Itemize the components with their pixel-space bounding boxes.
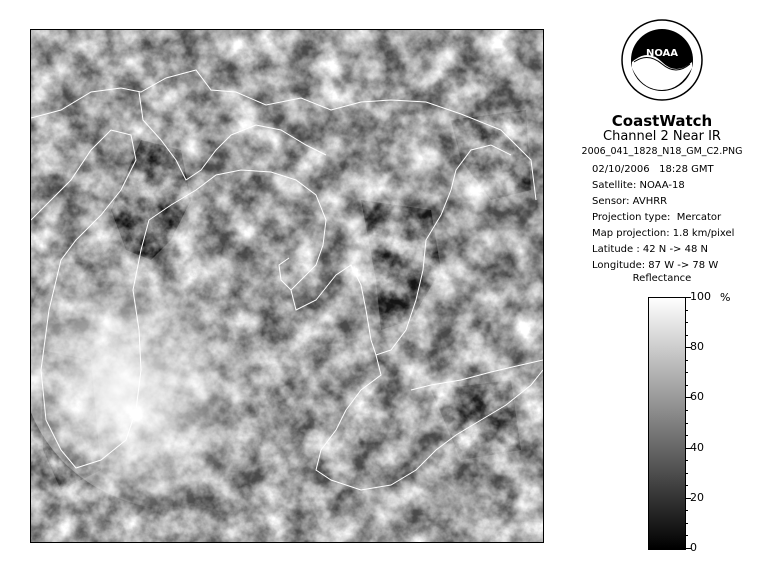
colorbar-tick-label: 20 [690, 491, 704, 504]
colorbar-minor-tick [685, 310, 688, 311]
colorbar-minor-tick [685, 322, 688, 323]
satellite-label: Satellite: NOAA-18 [592, 180, 685, 191]
colorbar-minor-tick [685, 435, 688, 436]
projection-label: Projection type: Mercator [592, 212, 722, 223]
colorbar-minor-tick [685, 510, 688, 511]
colorbar-minor-tick [685, 523, 688, 524]
datetime-label: 02/10/2006 18:28 GMT [592, 164, 714, 175]
satellite-map [30, 29, 544, 543]
colorbar-unit: % [720, 291, 731, 304]
bright-cloud-mass [31, 210, 341, 510]
colorbar-tick-label: 80 [690, 340, 704, 353]
colorbar-minor-tick [685, 372, 688, 373]
sensor-label: Sensor: AVHRR [592, 196, 668, 207]
colorbar-minor-tick [685, 335, 688, 336]
colorbar-minor-tick [685, 485, 688, 486]
colorbar-minor-tick [685, 535, 688, 536]
channel-title: Channel 2 Near IR [603, 129, 721, 144]
colorbar [648, 297, 686, 550]
colorbar-title: Reflectance [632, 273, 692, 284]
colorbar-minor-tick [685, 360, 688, 361]
noaa-logo-icon [620, 18, 704, 102]
colorbar-tick-label: 0 [690, 541, 697, 554]
colorbar-minor-tick [685, 460, 688, 461]
longitude-label: Longitude: 87 W -> 78 W [592, 260, 719, 271]
colorbar-tick-label: 100 [690, 290, 711, 303]
colorbar-tick-label: 40 [690, 441, 704, 454]
colorbar-minor-tick [685, 423, 688, 424]
colorbar-tick-label: 60 [690, 390, 704, 403]
info-panel [548, 18, 776, 558]
latitude-label: Latitude : 42 N -> 48 N [592, 244, 708, 255]
brand-title: CoastWatch [611, 112, 713, 130]
colorbar-minor-tick [685, 385, 688, 386]
filename-label: 2006_041_1828_N18_GM_C2.PNG [581, 146, 743, 157]
colorbar-minor-tick [685, 410, 688, 411]
map-projection-label: Map projection: 1.8 km/pixel [592, 228, 735, 239]
map-canvas [31, 30, 543, 542]
noaa-logo-text: NOAA [645, 48, 679, 59]
colorbar-minor-tick [685, 473, 688, 474]
